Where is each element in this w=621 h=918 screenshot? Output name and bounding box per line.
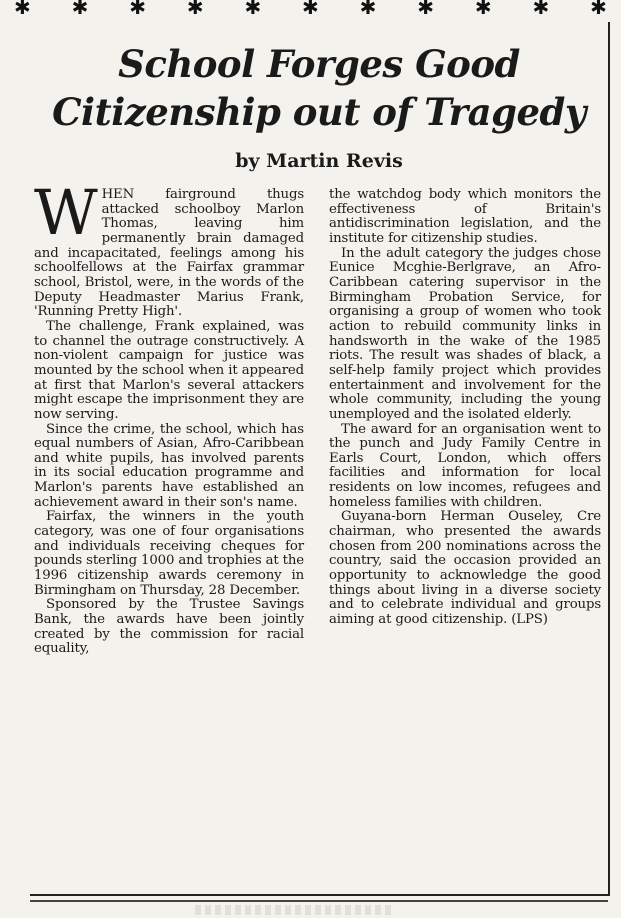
ornament-icon: ✱ <box>71 0 89 19</box>
headline <box>30 40 608 136</box>
article-paragraph: Since the crime, the school, which has equal numbers of Asian, Afro-Caribbean and white pupils, has involved parents in its social education programme and Marlon's parents have established an achievement award in their son's name. <box>34 421 304 510</box>
ornament-icon: ✱ <box>532 0 550 19</box>
article-paragraph: The award for an organisation went to the punch and Judy Family Centre in Earls Court, London, which offers facilities and information for local residents on low incomes, refugees and homeless families with children. <box>329 421 601 510</box>
headline-line-1: School Forges Good <box>118 42 520 86</box>
ornament-icon: ✱ <box>359 0 377 19</box>
article-column-right <box>329 188 601 628</box>
article-column-left <box>34 176 304 657</box>
ornament-icon: ✱ <box>14 0 31 19</box>
ornament-icon: ✱ <box>474 0 492 19</box>
article-paragraph: Guyana-born Herman Ouseley, Cre chairman, who presented the awards chosen from 200 nominations across the country, said the occasion provided an opportunity to acknowledge the good things about living in a diverse society and to celebrate individual and groups aiming at good citizenship. (LPS) <box>329 509 601 628</box>
ornament-icon: ✱ <box>590 0 607 19</box>
article-paragraph: Sponsored by the Trustee Savings Bank, the awards have been jointly created by the commission for racial equality, <box>34 597 304 657</box>
article-paragraph <box>34 176 304 320</box>
ornament-icon: ✱ <box>129 0 146 19</box>
paragraph-text: HEN fairground thugs attacked schoolboy Marlon Thomas, leaving him permanently brain damaged and incapacitated, feelings among his schoolfellows at the Fairfax grammar school, Bristol, were, in the words of the Deputy Headmaster Marius Frank, 'Running Pretty High'. <box>34 187 304 320</box>
article-paragraph: the watchdog body which monitors the effectiveness of Britain's antidiscrimination legislation, and the institute for citizenship studies. <box>329 187 601 246</box>
ornament-icon: ✱ <box>244 0 262 19</box>
ornament-icon: ✱ <box>417 0 435 19</box>
byline: by Martin Revis <box>235 150 403 172</box>
drop-cap: W <box>34 176 98 249</box>
ornament-icon: ✱ <box>302 0 319 19</box>
article-paragraph: Fairfax, the winners in the youth category, was one of four organisations and individuals receiving cheques for pounds sterling 1000 and trophies at the 1996 citizenship awards ceremony in Birmingham on Thursday, 28 December. <box>34 509 304 598</box>
headline-line-2: Citizenship out of Tragedy <box>52 90 586 134</box>
article-paragraph: In the adult category the judges chose Eunice Mcghie-Berlgrave, an Afro-Caribbean catering supervisor in the Birmingham Probation Service, for organising a group of women who took action to rebuild community links in handsworth in the wake of the 1985 riots. The result was shades of black, a self-help family project which provides entertainment and involvement for the whole community, including the young unemployed and the isolated elderly. <box>329 245 601 422</box>
cut-off-text-fragment <box>195 905 395 915</box>
column-divider <box>316 186 317 886</box>
bottom-rule <box>30 900 608 902</box>
ornament-border <box>14 0 607 18</box>
article-paragraph: The challenge, Frank explained, was to channel the outrage constructively. A non-violent campaign for justice was mounted by the school when it appeared at first that Marlon's several attackers might escape the imprisonment they are now serving. <box>34 318 304 422</box>
ornament-icon: ✱ <box>186 0 204 19</box>
